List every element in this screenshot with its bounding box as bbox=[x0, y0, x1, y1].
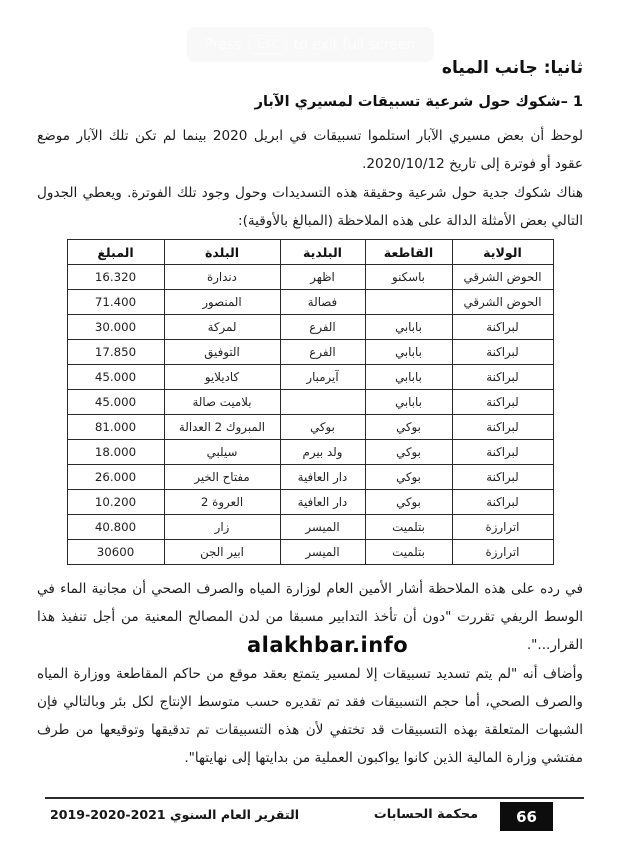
cell-amount: 81.000 bbox=[67, 415, 164, 440]
cell-moughataa: بابابي bbox=[365, 365, 452, 390]
col-header-wilaya: الولاية bbox=[452, 240, 553, 265]
cell-town: بلاميت صالة bbox=[164, 390, 280, 415]
cell-commune: اظهر bbox=[280, 265, 365, 290]
cell-wilaya: اترارزة bbox=[452, 540, 553, 565]
cell-amount: 16.320 bbox=[67, 265, 164, 290]
cell-moughataa: بوكي bbox=[365, 490, 452, 515]
cell-wilaya: لبراكنة bbox=[452, 365, 553, 390]
cell-amount: 45.000 bbox=[67, 365, 164, 390]
page-content bbox=[37, 58, 583, 773]
cell-amount: 26.000 bbox=[67, 465, 164, 490]
cell-town: المبروك 2 العدالة bbox=[164, 415, 280, 440]
cell-commune: دار العافية bbox=[280, 465, 365, 490]
table-row bbox=[67, 340, 553, 365]
cell-town: مفتاح الخير bbox=[164, 465, 280, 490]
cell-moughataa: باسكنو bbox=[365, 265, 452, 290]
cell-commune bbox=[280, 390, 365, 415]
cell-town: دندارة bbox=[164, 265, 280, 290]
section-heading: ثانيا: جانب المياه bbox=[441, 58, 583, 78]
cell-moughataa: بتلميت bbox=[365, 540, 452, 565]
table-row bbox=[67, 515, 553, 540]
col-header-moughataa: القاطعة bbox=[365, 240, 452, 265]
cell-commune: فصالة bbox=[280, 290, 365, 315]
paragraph-observation: لوحظ أن بعض مسيري الآبار استلموا تسبيقات في ابريل 2020 بينما لم تكن تلك الآبار موضع عقود أو فوترة إلى تاريخ 2020/10/12. bbox=[37, 128, 583, 172]
toast-suffix: to exit full screen bbox=[293, 36, 416, 53]
toast-prefix: Press bbox=[204, 36, 242, 53]
page-footer bbox=[50, 801, 553, 831]
cell-commune: الميسر bbox=[280, 540, 365, 565]
paragraph-doubts: هناك شكوك جدية حول شرعية وحقيقة هذه التسديدات وحول وجود تلك الفوترة. ويعطي الجدول التالي بعض الأمثلة الدالة على هذه الملاحظة (المبالغ بالأوقية): bbox=[37, 185, 583, 229]
cell-amount: 45.000 bbox=[67, 390, 164, 415]
cell-wilaya: اترارزة bbox=[452, 515, 553, 540]
cell-town: ابير الجن bbox=[164, 540, 280, 565]
cell-wilaya: لبراكنة bbox=[452, 415, 553, 440]
cell-wilaya: لبراكنة bbox=[452, 315, 553, 340]
cell-wilaya: لبراكنة bbox=[452, 440, 553, 465]
col-header-amount: المبلغ bbox=[67, 240, 164, 265]
cell-moughataa: بوكي bbox=[365, 440, 452, 465]
cell-commune: الميسر bbox=[280, 515, 365, 540]
paragraph-addition: وأضاف أنه "لم يتم تسديد تسبيقات إلا لمسير يتمتع بعقد موقع من حاكم المقاطعة ووزارة المياه والصرف الصحي، أما حجم التسبيقات فقد تم تقديره حسب متوسط الإنتاج لكل بئر وبالتالي فإن الشبهات المتعلقة بهذه التسبيقات قد تختفي لأن هذه التسبيقات تم تدقيقها وتوقيعها من طرف مفتشي وزارة المالية الذين كانوا يواكبون العملية من بدايتها إلى نهايتها". bbox=[37, 666, 583, 766]
cell-moughataa: بابابي bbox=[365, 390, 452, 415]
cell-moughataa: بابابي bbox=[365, 340, 452, 365]
fullscreen-exit-toast bbox=[187, 27, 434, 62]
cell-moughataa: بوكي bbox=[365, 465, 452, 490]
cell-wilaya: لبراكنة bbox=[452, 490, 553, 515]
cell-commune: آيرمبار bbox=[280, 365, 365, 390]
cell-wilaya: الحوض الشرقي bbox=[452, 290, 553, 315]
cell-moughataa: بوكي bbox=[365, 415, 452, 440]
cell-town: زار bbox=[164, 515, 280, 540]
table-row bbox=[67, 540, 553, 565]
cell-commune: ولد بيرم bbox=[280, 440, 365, 465]
cell-amount: 10.200 bbox=[67, 490, 164, 515]
cell-town: العروة 2 bbox=[164, 490, 280, 515]
cell-amount: 30.000 bbox=[67, 315, 164, 340]
paragraph-response-text: في رده على هذه الملاحظة أشار الأمين العام لوزارة المياه والصرف الصحي أن مجانية الماء في الوسط الريفي تقررت "دون أن تأخذ التدابير مسبقا من لدن المصالح المعنية من أجل تنفيذ هذا القرار...". bbox=[37, 581, 583, 653]
esc-key-icon: Esc bbox=[249, 35, 287, 54]
table-row bbox=[67, 440, 553, 465]
cell-commune: دار العافية bbox=[280, 490, 365, 515]
page-number-badge: 66 bbox=[500, 802, 553, 831]
cell-town: سيلبي bbox=[164, 440, 280, 465]
table-row bbox=[67, 265, 553, 290]
table-row bbox=[67, 390, 553, 415]
table-row bbox=[67, 415, 553, 440]
cell-moughataa: بتلميت bbox=[365, 515, 452, 540]
subsection-heading: 1 –شكوك حول شرعية تسبيقات لمسيري الآبار bbox=[254, 94, 583, 110]
cell-town: التوفيق bbox=[164, 340, 280, 365]
cell-wilaya: الحوض الشرقي bbox=[452, 265, 553, 290]
cell-town: لمركة bbox=[164, 315, 280, 340]
cell-commune: الفرع bbox=[280, 340, 365, 365]
cell-moughataa: بابابي bbox=[365, 315, 452, 340]
cell-amount: 71.400 bbox=[67, 290, 164, 315]
table-body bbox=[67, 265, 553, 565]
cell-amount: 30600 bbox=[67, 540, 164, 565]
table-row bbox=[67, 290, 553, 315]
cell-wilaya: لبراكنة bbox=[452, 390, 553, 415]
cell-commune: بوكي bbox=[280, 415, 365, 440]
cell-commune: الفرع bbox=[280, 315, 365, 340]
cell-wilaya: لبراكنة bbox=[452, 465, 553, 490]
cell-amount: 18.000 bbox=[67, 440, 164, 465]
cell-wilaya: لبراكنة bbox=[452, 340, 553, 365]
cell-moughataa bbox=[365, 290, 452, 315]
cell-amount: 40.800 bbox=[67, 515, 164, 540]
cell-town: المنصور bbox=[164, 290, 280, 315]
footer-divider bbox=[45, 797, 584, 799]
footer-report-title: التقرير العام السنوي 2021-2020-2019 bbox=[50, 807, 300, 822]
table-row bbox=[67, 465, 553, 490]
table-header-row bbox=[67, 240, 553, 265]
advances-table bbox=[67, 239, 554, 565]
footer-court-name: محكمة الحسابات bbox=[373, 807, 478, 822]
watermark-text: alakhbar.info bbox=[247, 633, 409, 657]
paragraph-response bbox=[37, 575, 583, 659]
col-header-town: البلدة bbox=[164, 240, 280, 265]
cell-amount: 17.850 bbox=[67, 340, 164, 365]
footer-right-group bbox=[374, 801, 553, 831]
col-header-commune: البلدية bbox=[280, 240, 365, 265]
table-row bbox=[67, 365, 553, 390]
table-row bbox=[67, 315, 553, 340]
cell-town: كاديلايو bbox=[164, 365, 280, 390]
table-row bbox=[67, 490, 553, 515]
